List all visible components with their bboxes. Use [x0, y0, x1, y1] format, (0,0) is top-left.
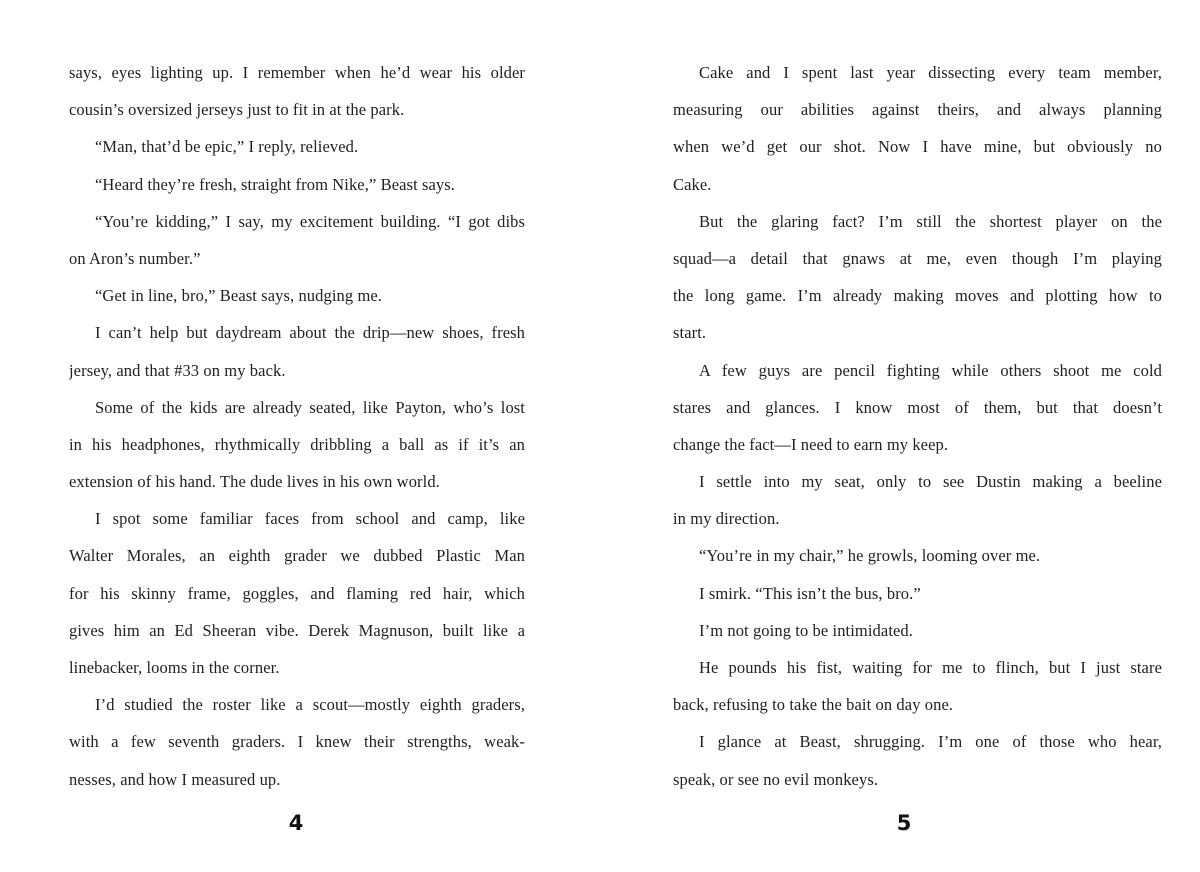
paragraph [673, 463, 1162, 537]
text-line: in my direction. [673, 509, 780, 529]
paragraph [69, 128, 525, 165]
text-line: Cake. [673, 174, 712, 194]
left-page-text [69, 54, 525, 798]
text-line: stares and glances. I know most of them, but that doesn’t [673, 397, 1162, 417]
right-page-number: 5 [896, 811, 912, 835]
paragraph [673, 612, 1162, 649]
text-line: I settle into my seat, only to see Dustin making a beeline [699, 472, 1162, 492]
paragraph [69, 500, 525, 686]
text-line: I’m not going to be intimidated. [699, 620, 914, 640]
text-line: A few guys are pencil fighting while others shoot me cold [699, 360, 1162, 380]
paragraph [673, 352, 1162, 464]
text-line: back, refusing to take the bait on day one. [673, 695, 954, 715]
paragraph [673, 575, 1162, 612]
right-page [600, 0, 1200, 872]
text-line: with a few seventh graders. I knew their strengths, weak- [69, 732, 525, 752]
text-line: for his skinny frame, goggles, and flaming red hair, which [69, 583, 525, 603]
paragraph [69, 277, 525, 314]
text-line: speak, or see no evil monkeys. [673, 769, 879, 789]
text-line: I’d studied the roster like a scout—mostly eighth graders, [95, 695, 525, 715]
text-line: says, eyes lighting up. I remember when he’d wear his older [69, 63, 525, 82]
text-line: “You’re kidding,” I say, my excitement building. “I got dibs [95, 211, 525, 231]
paragraph [673, 723, 1162, 797]
text-line: the long game. I’m already making moves and plotting how to [673, 286, 1162, 306]
text-line: “Get in line, bro,” Beast says, nudging me. [95, 286, 383, 306]
text-line: I smirk. “This isn’t the bus, bro.” [699, 583, 921, 603]
text-line: I glance at Beast, shrugging. I’m one of those who hear, [699, 732, 1162, 752]
paragraph [69, 166, 525, 203]
text-line: change the fact—I need to earn my keep. [673, 434, 949, 454]
paragraph [69, 54, 525, 128]
paragraph [69, 389, 525, 501]
text-line: gives him an Ed Sheeran vibe. Derek Magnuson, built like a [69, 620, 525, 640]
paragraph [673, 537, 1162, 574]
paragraph [673, 203, 1162, 352]
text-line: nesses, and how I measured up. [69, 769, 281, 789]
text-line: start. [673, 323, 707, 343]
text-line: measuring our abilities against theirs, and always planning [673, 100, 1162, 120]
left-page-number: 4 [288, 811, 304, 835]
text-line: jersey, and that #33 on my back. [69, 360, 286, 380]
text-line: when we’d get our shot. Now I have mine, but obviously no [673, 137, 1162, 157]
text-line: cousin’s oversized jerseys just to fit in at the park. [69, 100, 405, 120]
text-line: Some of the kids are already seated, like Payton, who’s lost [95, 397, 525, 417]
text-line: “You’re in my chair,” he growls, looming over me. [699, 546, 1041, 566]
text-line: He pounds his fist, waiting for me to flinch, but I just stare [699, 658, 1162, 677]
text-line: in his headphones, rhythmically dribbling a ball as if it’s an [69, 434, 525, 454]
text-line: squad—a detail that gnaws at me, even though I’m playing [673, 248, 1162, 268]
text-line: on Aron’s number.” [69, 248, 201, 268]
text-line: linebacker, looms in the corner. [69, 658, 280, 677]
paragraph [69, 314, 525, 388]
text-line: extension of his hand. The dude lives in his own world. [69, 472, 440, 492]
text-line: I spot some familiar faces from school and camp, like [95, 509, 525, 529]
text-line: “Man, that’d be epic,” I reply, relieved. [95, 137, 359, 157]
paragraph [673, 649, 1162, 723]
paragraph [69, 203, 525, 277]
text-line: But the glaring fact? I’m still the shortest player on the [699, 211, 1162, 231]
text-line: I can’t help but daydream about the drip—new shoes, fresh [95, 323, 525, 343]
paragraph [69, 686, 525, 798]
text-line: “Heard they’re fresh, straight from Nike,” Beast says. [95, 174, 456, 194]
text-line: Walter Morales, an eighth grader we dubbed Plastic Man [69, 546, 525, 566]
text-line: Cake and I spent last year dissecting every team member, [699, 63, 1162, 82]
right-page-text [673, 54, 1162, 798]
paragraph [673, 54, 1162, 203]
